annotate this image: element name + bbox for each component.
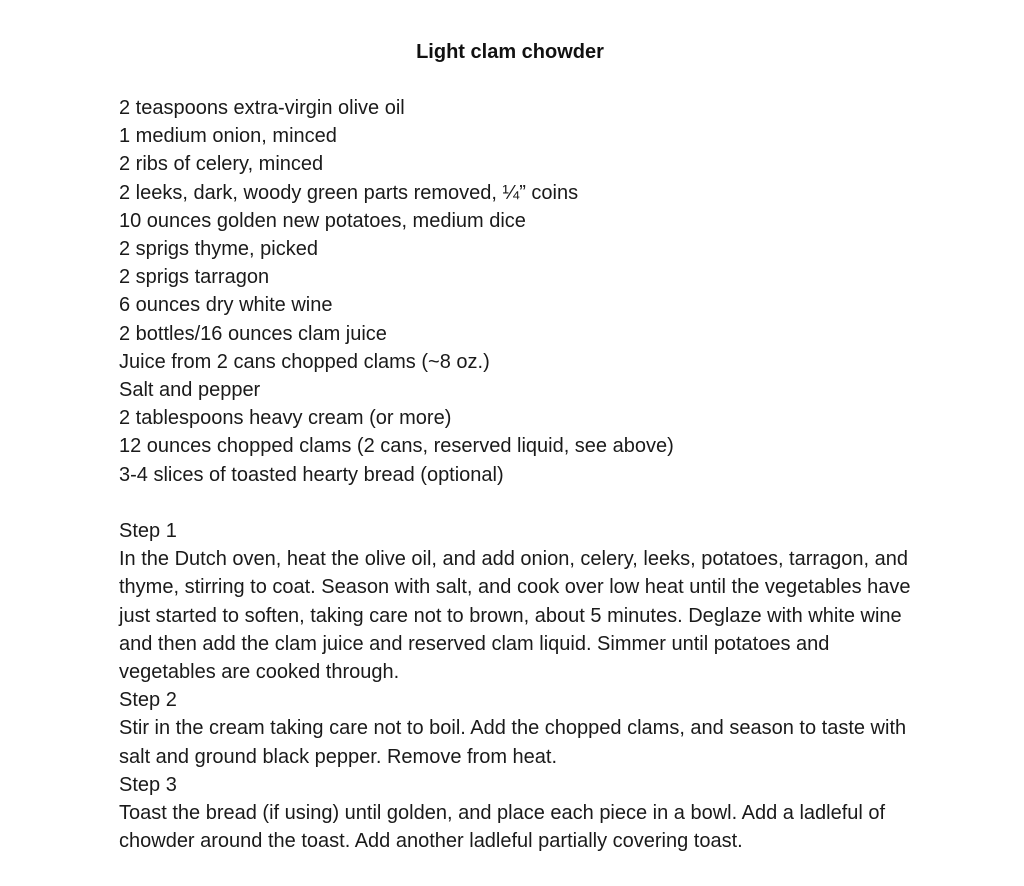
ingredient-item: 2 ribs of celery, minced <box>119 153 324 176</box>
ingredient-item: 2 sprigs thyme, picked <box>119 238 318 261</box>
step-3 <box>119 771 919 856</box>
page-title: Light clam chowder <box>416 41 604 63</box>
ingredient-item: 2 tablespoons heavy cream (or more) <box>119 407 452 430</box>
ingredient-item: Juice from 2 cans chopped clams (~8 oz.) <box>119 350 490 373</box>
step-heading: Step 2 <box>119 689 177 712</box>
ingredient-item: 2 leeks, dark, woody green parts removed, ¼” coins <box>119 181 579 204</box>
step-text: In the Dutch oven, heat the olive oil, and add onion, celery, leeks, potatoes, tarragon, and thyme, stirring to coat. Season with salt, and cook over low heat until the vegetables have just started to soften, taking care not to brown, about 5 minutes. Deglaze with white wine and then add the clam juice and reserved clam liquid. Simmer until potatoes and vegetables are cooked through. <box>119 548 911 684</box>
ingredient-item: 1 medium onion, minced <box>119 125 337 148</box>
step-heading: Step 1 <box>119 520 177 543</box>
ingredient-item: 10 ounces golden new potatoes, medium dice <box>119 209 526 232</box>
ingredient-item: 6 ounces dry white wine <box>119 294 333 317</box>
ingredient-item: 2 bottles/16 ounces clam juice <box>119 322 387 345</box>
ingredient-list <box>119 94 919 489</box>
ingredient-item: 12 ounces chopped clams (2 cans, reserved liquid, see above) <box>119 435 674 458</box>
ingredient-item: 2 sprigs tarragon <box>119 266 270 289</box>
section-spacer <box>119 489 919 517</box>
step-1 <box>119 517 919 686</box>
step-2 <box>119 686 919 771</box>
ingredient-item: 2 teaspoons extra-virgin olive oil <box>119 97 405 119</box>
step-heading: Step 3 <box>119 773 177 796</box>
ingredient-item: 3-4 slices of toasted hearty bread (optional) <box>119 463 504 486</box>
ingredient-item: Salt and pepper <box>119 379 261 402</box>
step-text: Stir in the cream taking care not to boil. Add the chopped clams, and season to taste with salt and ground black pepper. Remove from heat. <box>119 717 907 768</box>
recipe-body <box>119 94 919 855</box>
step-text: Toast the bread (if using) until golden, and place each piece in a bowl. Add a ladleful of chowder around the toast. Add another ladleful partially covering toast. <box>119 802 886 853</box>
